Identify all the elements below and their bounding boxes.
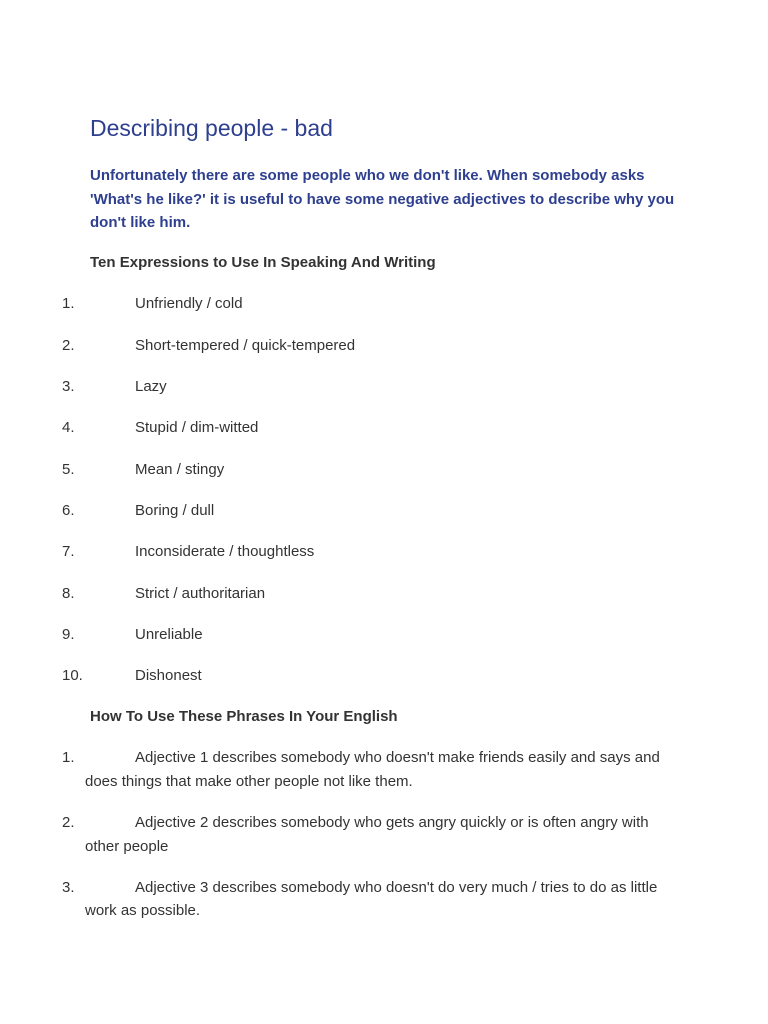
list-item-text: Boring / dull: [135, 502, 215, 519]
list-item-number: 3.: [62, 878, 75, 896]
list-item-number: 2.: [62, 336, 75, 354]
list-item-number: 6.: [62, 502, 75, 519]
list-item-number: 1.: [62, 749, 75, 766]
list-item: [0, 418, 768, 438]
list-item-text: Mean / stingy: [135, 460, 225, 478]
list-item-number: 9.: [62, 626, 75, 643]
list-item: [0, 666, 768, 686]
list-item-text: Lazy: [135, 378, 167, 395]
list-item: [0, 336, 768, 356]
list-item-number: 1.: [62, 295, 75, 312]
usage-item-text: Adjective 3 describes somebody who doesn't do very much / tries to do as little work as possible.: [85, 878, 658, 919]
list-item-text: Short-tempered / quick-tempered: [135, 336, 356, 354]
list-item-number: 8.: [62, 584, 75, 602]
list-item-text: Stupid / dim-witted: [135, 419, 259, 436]
section-heading-usage: How To Use These Phrases In Your English: [90, 708, 398, 725]
usage-item-text: Adjective 1 describes somebody who doesn't make friends easily and says and does things that make other people not like them.: [85, 749, 660, 790]
intro-paragraph: Unfortunately there are some people who we don't like. When somebody asks 'What's he like?' it is useful to have some negative adjectives to describe why you don't like him.: [90, 167, 675, 231]
list-item-number: 4.: [62, 419, 75, 436]
usage-item: [0, 746, 768, 793]
list-item-text: Unfriendly / cold: [135, 295, 243, 312]
list-item: [0, 625, 768, 645]
usage-item-text: Adjective 2 describes somebody who gets angry quickly or is often angry with other people: [85, 814, 649, 855]
list-item: [0, 294, 768, 314]
list-item: [0, 460, 768, 480]
list-item-number: 7.: [62, 543, 75, 560]
list-item-text: Inconsiderate / thoughtless: [135, 543, 315, 560]
list-item: [0, 501, 768, 521]
page-title: Describing people - bad: [90, 115, 333, 141]
list-item-number: 5.: [62, 460, 75, 478]
section-heading-expressions: Ten Expressions to Use In Speaking And Writing: [90, 254, 436, 271]
list-item-text: Unreliable: [135, 626, 203, 643]
list-item: [0, 377, 768, 397]
list-item: [0, 584, 768, 604]
list-item-text: Strict / authoritarian: [135, 584, 266, 602]
list-item-text: Dishonest: [135, 667, 202, 684]
list-item-number: 3.: [62, 378, 75, 395]
list-item-number: 10.: [62, 667, 83, 684]
list-item: [0, 542, 768, 562]
usage-item: [0, 876, 768, 923]
usage-item: [0, 811, 768, 858]
list-item-number: 2.: [62, 814, 75, 831]
